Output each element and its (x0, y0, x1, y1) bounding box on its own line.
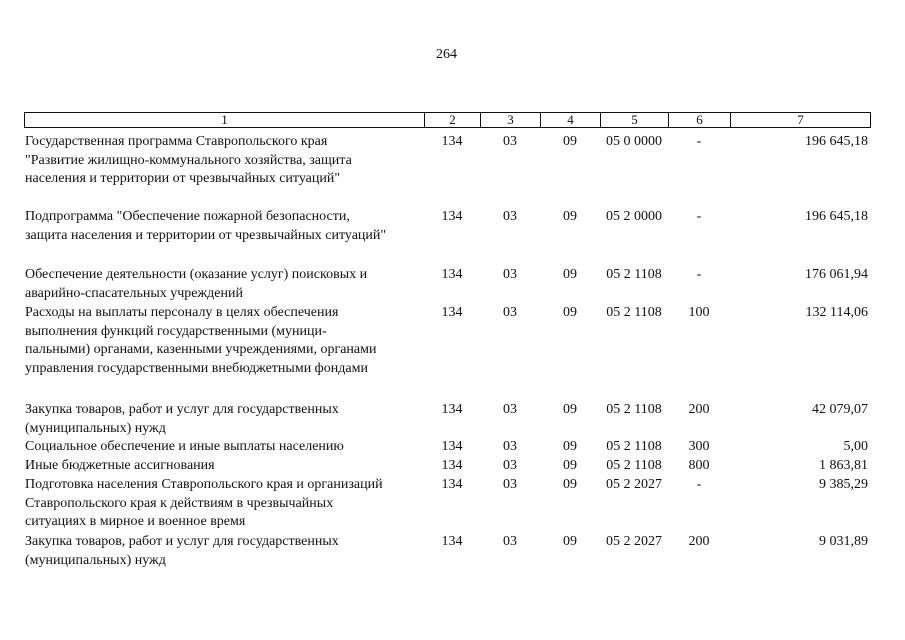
row-col-6: 200 (688, 534, 710, 549)
row-col-7: 9 385,29 (819, 477, 868, 492)
row-name-line: Закупка товаров, работ и услуг для государственных (25, 402, 339, 417)
row-col-2: 134 (441, 534, 463, 549)
row-col-5: 05 2 0000 (606, 209, 662, 224)
header-col-1: 1 (25, 113, 425, 128)
row-col-3: 03 (503, 534, 517, 549)
row-col-7: 132 114,06 (805, 305, 868, 320)
row-col-2: 134 (441, 209, 463, 224)
row-col-2: 134 (441, 305, 463, 320)
table-header (24, 112, 871, 128)
row-col-4: 09 (563, 534, 577, 549)
row-col-3: 03 (503, 267, 517, 282)
row-col-5: 05 2 1108 (606, 402, 662, 417)
row-col-2: 134 (441, 402, 463, 417)
row-col-6: - (696, 209, 702, 224)
row-col-6: 200 (688, 402, 710, 417)
row-name (25, 476, 425, 532)
row-col-2: 134 (441, 458, 463, 473)
page-number: 264 (436, 47, 457, 62)
row-col-4: 09 (563, 134, 577, 149)
header-col-5: 5 (601, 113, 669, 128)
row-name (25, 266, 425, 303)
row-name (25, 457, 425, 476)
row-col-4: 09 (563, 477, 577, 492)
row-col-6: - (696, 134, 702, 149)
row-name-line: Социальное обеспечение и иные выплаты населению (25, 439, 344, 454)
row-name-line: Иные бюджетные ассигнования (25, 458, 215, 473)
row-col-2: 134 (441, 267, 463, 282)
header-col-7: 7 (731, 113, 871, 128)
row-col-7: 1 863,81 (819, 458, 868, 473)
row-name (25, 401, 425, 438)
row-name (25, 533, 425, 570)
row-name-line: населения и территории от чрезвычайных ситуаций" (25, 171, 341, 186)
row-name-line: выполнения функций государственными (муници- (25, 323, 327, 339)
row-col-4: 09 (563, 439, 577, 454)
row-name-line: Обеспечение деятельности (оказание услуг) поисковых и (25, 267, 368, 282)
row-col-5: 05 2 1108 (606, 267, 662, 282)
row-col-2: 134 (441, 439, 463, 454)
row-name-line: управления государственными внебюджетными фондами (25, 360, 368, 376)
row-col-5: 05 2 1108 (606, 305, 662, 320)
row-name-line: Государственная программа Ставропольского края (25, 134, 328, 149)
row-name-line: защита населения и территории от чрезвычайных ситуаций" (25, 227, 387, 243)
header-col-2: 2 (425, 113, 481, 128)
row-col-3: 03 (503, 209, 517, 224)
row-name-line: Ставропольского края к действиям в чрезвычайных (25, 495, 334, 511)
row-name-line: аварийно-спасательных учреждений (25, 285, 243, 301)
row-col-4: 09 (563, 305, 577, 320)
row-col-4: 09 (563, 402, 577, 417)
row-name (25, 438, 425, 457)
row-col-7: 9 031,89 (819, 534, 868, 549)
row-col-2: 134 (441, 134, 463, 149)
row-col-3: 03 (503, 439, 517, 454)
row-col-5: 05 2 1108 (606, 439, 662, 454)
row-col-7: 196 645,18 (805, 134, 868, 149)
row-col-6: - (696, 267, 702, 282)
row-col-6: 100 (688, 305, 710, 320)
row-col-6: 300 (688, 439, 710, 454)
row-col-6: 800 (688, 458, 710, 473)
row-col-5: 05 2 1108 (606, 458, 662, 473)
row-name-line: ситуациях в мирное и военное время (25, 514, 246, 529)
row-col-5: 05 2 2027 (606, 477, 662, 492)
row-col-7: 42 079,07 (812, 402, 868, 417)
header-col-6: 6 (669, 113, 731, 128)
row-col-6: - (696, 477, 702, 492)
row-col-3: 03 (503, 458, 517, 473)
row-name (25, 133, 425, 189)
row-col-4: 09 (563, 209, 577, 224)
row-name-line: Закупка товаров, работ и услуг для государственных (25, 534, 339, 549)
row-name-line: (муниципальных) нужд (25, 420, 166, 436)
row-name-line: Подготовка населения Ставропольского края и организаций (25, 477, 383, 492)
row-col-7: 176 061,94 (805, 267, 868, 282)
row-col-3: 03 (503, 305, 517, 320)
row-col-7: 5,00 (843, 439, 868, 454)
row-col-3: 03 (503, 477, 517, 492)
row-col-7: 196 645,18 (805, 209, 868, 224)
row-col-3: 03 (503, 402, 517, 417)
row-col-4: 09 (563, 267, 577, 282)
row-name-line: Расходы на выплаты персоналу в целях обеспечения (25, 305, 339, 320)
header-col-4: 4 (541, 113, 601, 128)
row-name-line: Подпрограмма "Обеспечение пожарной безопасности, (25, 209, 350, 224)
row-col-4: 09 (563, 458, 577, 473)
row-name (25, 208, 425, 245)
row-col-3: 03 (503, 134, 517, 149)
header-col-3: 3 (481, 113, 541, 128)
row-name (25, 304, 425, 378)
row-name-line: пальными) органами, казенными учреждениями, органами (25, 342, 377, 357)
row-name-line: "Развитие жилищно-коммунального хозяйства, защита (25, 152, 352, 168)
row-name-line: (муниципальных) нужд (25, 552, 166, 568)
row-col-2: 134 (441, 477, 463, 492)
row-col-5: 05 2 2027 (606, 534, 662, 549)
row-col-5: 05 0 0000 (606, 134, 662, 149)
